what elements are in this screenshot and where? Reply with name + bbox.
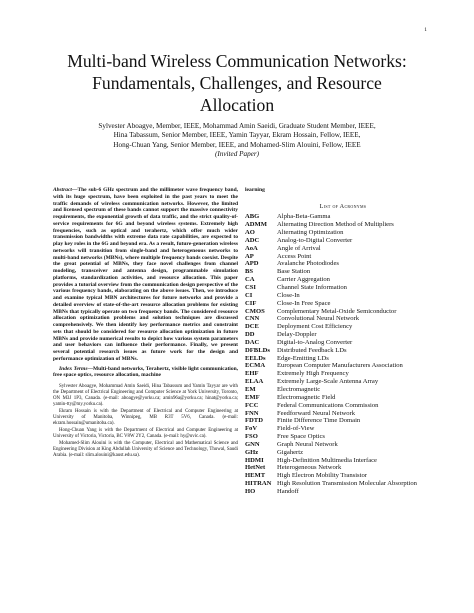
acronym-abbr: CMOS (245, 307, 265, 315)
acronym-expansion: Alternating Optimization (277, 229, 344, 237)
right-column (245, 187, 441, 496)
acronym-expansion: Close-In (277, 291, 300, 299)
footnote: Hong-Chuan Yang is with the Department of Electrical and Computer Engineering at University of Victoria, Victoria, BC V8W 2Y2, Canada. (e-mail: hy@uvic.ca). (53, 428, 238, 440)
acronym-row (245, 339, 441, 347)
acronym-abbr: ECMA (245, 362, 266, 370)
acronym-expansion: Close-In Free Space (277, 299, 331, 307)
acronym-abbr: EM (245, 385, 256, 393)
acronym-row (245, 253, 441, 261)
acronym-row (245, 362, 441, 370)
acronym-abbr: FoV (245, 425, 258, 433)
acronym-abbr: ADC (245, 236, 260, 244)
acronym-row (245, 425, 441, 433)
acronym-row (245, 276, 441, 284)
page-number: 1 (424, 27, 427, 33)
acronym-list (245, 213, 441, 495)
acronym-expansion: Access Point (277, 252, 312, 260)
acronym-abbr: GNN (245, 440, 260, 448)
acronym-row (245, 480, 441, 488)
acronym-expansion: Complementary Metal-Oxide Semiconductor (277, 307, 397, 315)
acronym-expansion: Analog-to-Digital Converter (277, 236, 353, 244)
acronym-abbr: CIF (245, 299, 257, 307)
footnote: Ekram Hossain is with the Department of Electrical and Computer Engineering at University of Manitoba, Winnipeg, MB R3T 5V6, Canada. (e-mail: ekram.hossain@umanitoba.ca). (53, 409, 238, 427)
acronym-row (245, 213, 441, 221)
acronym-row (245, 472, 441, 480)
acronym-abbr: ABG (245, 213, 260, 221)
acronym-expansion: High Electron Mobility Transistor (277, 472, 367, 480)
acronym-row (245, 315, 441, 323)
acronym-abbr: BS (245, 268, 254, 276)
acronym-expansion: Alternating Direction Method of Multipliers (277, 221, 394, 229)
author-list (40, 122, 434, 160)
acronym-row (245, 355, 441, 363)
acronym-expansion: Electromagnetic Field (277, 393, 336, 401)
acronym-row (245, 221, 441, 229)
acronym-abbr: HEMT (245, 472, 266, 480)
acronym-abbr: CNN (245, 315, 260, 323)
acronym-row (245, 394, 441, 402)
acronym-expansion: Field-of-View (277, 425, 315, 433)
acronym-row (245, 402, 441, 410)
index-terms-label: Index Terms (59, 365, 88, 372)
acronym-row (245, 488, 441, 496)
title-line: Multi-band Wireless Communication Networks: (67, 51, 407, 71)
abstract-label: Abstract (53, 187, 72, 193)
acronym-row (245, 449, 441, 457)
acronym-expansion: Extremely High Frequency (277, 370, 349, 378)
acronym-abbr: ADMM (245, 221, 267, 229)
acronym-expansion: Convolutional Neural Network (277, 315, 360, 323)
acronym-abbr: DAC (245, 338, 260, 346)
acronym-abbr: HDMI (245, 456, 264, 464)
acronym-expansion: Gigahertz (277, 448, 303, 456)
acronym-abbr: GHz (245, 448, 259, 456)
index-terms (53, 366, 238, 380)
acronym-row (245, 331, 441, 339)
acronym-row (245, 292, 441, 300)
acronym-abbr: APD (245, 260, 259, 268)
acronym-abbr: HO (245, 487, 256, 495)
left-column (53, 187, 238, 460)
acronym-row (245, 308, 441, 316)
acronym-row (245, 370, 441, 378)
acronym-abbr: DD (245, 331, 255, 339)
acronym-expansion: Base Station (277, 268, 311, 276)
title-line: Fundamentals, Challenges, and Resource (92, 73, 382, 93)
acronym-row (245, 347, 441, 355)
acronym-expansion: Channel State Information (277, 284, 347, 291)
acronyms-heading: List of Acronyms (319, 202, 367, 210)
acronym-expansion: Alpha-Beta-Gamma (277, 213, 331, 221)
title-line: Allocation (199, 95, 275, 115)
abstract (53, 187, 238, 363)
acronym-expansion: Free Space Optics (277, 433, 325, 441)
acronym-abbr: AO (245, 229, 255, 237)
acronym-row (245, 237, 441, 245)
acronym-row (245, 268, 441, 276)
acronym-abbr: CA (245, 276, 255, 284)
acronym-abbr: HetNet (245, 464, 266, 472)
footnote: Sylvester Aboagye, Mohammad Amin Saeidi, Hina Tabassum and Yamin Tayyar are with the Department of Electrical Engineering and Computer Science at York University, Toronto, ON M3J 1P3, Canada. (e-mail: aboagye@yorku.ca; amin96a@yorku.ca; hinat@yorku.ca; yamin-tty@my.yorku.ca). (53, 384, 238, 408)
acronym-expansion: High Resolution Transmission Molecular Absorption (277, 480, 417, 488)
acronym-row (245, 386, 441, 394)
acronym-expansion: Finite Difference Time Domain (277, 417, 361, 425)
abstract-text: —The sub-6 GHz spectrum and the millimeter wave frequency band, with its huge spectrum, have been exploited in the past years to meet the traffic demands of wireless communication networks. However, the limited and licensed spectrum of these bands cannot support the massive connectivity requirements, the exponential growth of data traffic, and the strict quality-of-service requirements for 6G and beyond wireless systems. Extremely high frequencies, such as optical and terahertz, which offer much wider transmission bandwidths with extreme data rate capabilities, are expected to play key roles in the 6G and beyond era. As a result, future-generation wireless networks will transition from single-band and heterogeneous networks to multi-band networks (MBNs), where multiple frequency bands coexist. Despite the great potential of MBNs, they face novel challenges from channel modeling, transceiver and antenna design, programmable simulation platforms, standardization activities, and resource allocation. This paper provides a tutorial overview from the communication design perspective of the various frequency bands, elaborating on the above issues. Then, we introduce and examine typical MBN architectures for future networks and provide a detailed overview of state-of-the-art resource allocation problems for existing MBNs that typically operate on two frequency bands. The considered resource allocation optimization problems and solution techniques are discussed comprehensively. We then identify key performance metrics and constraint sets that should be considered for resource allocation optimization in future MBNs and provide numerical results to depict how various system parameters and user behaviors can influence their performance. Finally, we present several potential research issues as future work for the design and performance optimization of MBNs. (53, 187, 238, 362)
acronym-expansion: Feedforward Neural Network (277, 409, 355, 417)
index-terms-continued: learning (245, 187, 265, 193)
acronym-expansion: Carrier Aggregation (277, 276, 330, 284)
acronym-expansion: Avalanche Photodiodes (277, 260, 339, 268)
invited-paper-note: (Invited Paper) (214, 150, 260, 159)
author-line: Hong-Chuan Yang, Senior Member, IEEE, and Mohamed-Slim Alouini, Fellow, IEEE (113, 140, 361, 149)
author-line: Sylvester Aboagye, Member, IEEE, Mohammad Amin Saeidi, Graduate Student Member, IEEE, (98, 122, 376, 130)
acronym-abbr: ELAA (245, 378, 264, 386)
acronym-expansion: Digital-to-Analog Converter (277, 338, 353, 346)
acronym-row (245, 323, 441, 331)
acronym-expansion: Heterogeneous Network (277, 464, 342, 472)
acronym-abbr: DCE (245, 323, 259, 331)
acronym-row (245, 457, 441, 465)
acronym-abbr: FCC (245, 401, 259, 409)
acronym-row (245, 433, 441, 441)
index-terms-text: —Multi-band networks, Terahertz, visible light communication, free space optics, resource allocation, machine (53, 365, 239, 379)
acronym-row (245, 417, 441, 425)
acronym-abbr: AoA (245, 244, 258, 252)
acronym-abbr: CSI (245, 284, 256, 291)
acronym-expansion: Extremely Large-Scale Antenna Array (277, 378, 379, 386)
acronym-row (245, 260, 441, 268)
acronym-row (245, 410, 441, 418)
acronym-expansion: Graph Neural Network (277, 440, 338, 448)
acronym-abbr: CI (245, 291, 253, 299)
acronym-expansion: Edge-Emitting LDs (277, 354, 329, 362)
acronym-expansion: Federal Communications Commission (277, 401, 379, 409)
acronym-expansion: Angle of Arrival (277, 244, 321, 252)
acronym-abbr: AP (245, 252, 254, 260)
acronym-expansion: Deployment Cost Efficiency (277, 323, 353, 331)
acronym-abbr: FDTD (245, 417, 263, 425)
acronym-expansion: Delay-Doppler (277, 331, 317, 339)
acronym-expansion: Handoff (277, 487, 299, 495)
acronym-expansion: Electromagnetic (277, 385, 321, 393)
acronym-abbr: EMF (245, 393, 260, 401)
acronym-row (245, 245, 441, 253)
acronym-expansion: High-Definition Multimedia Interface (277, 456, 377, 464)
acronym-row (245, 300, 441, 308)
acronym-row (245, 284, 441, 292)
acronym-abbr: FSO (245, 433, 258, 441)
acronym-row (245, 229, 441, 237)
footnote: Mohamed-Slim Alouini is with the Computer, Electrical and Mathematical Science and Engineering Division at King Abdullah University of Science and Technology, Thuwal, Saudi Arabia. (e-mail: slim.alouini@kaust.edu.sa). (53, 440, 238, 459)
acronym-abbr: HITRAN (245, 480, 272, 488)
paper-title (30, 50, 444, 116)
author-footnotes (53, 384, 238, 459)
acronym-expansion: Distributed Feedback LDs (277, 346, 347, 354)
acronym-abbr: EELDs (245, 354, 266, 362)
acronym-abbr: EHF (245, 370, 259, 378)
author-line: Hina Tabassum, Senior Member, IEEE, Yamin Tayyar, Ekram Hossain, Fellow, IEEE, (113, 131, 361, 140)
acronym-row (245, 378, 441, 386)
acronym-expansion: European Computer Manufacturers Association (277, 362, 403, 370)
acronym-abbr: FNN (245, 409, 259, 417)
acronym-row (245, 441, 441, 449)
acronym-row (245, 464, 441, 472)
acronym-abbr: DFBLDs (245, 346, 270, 354)
